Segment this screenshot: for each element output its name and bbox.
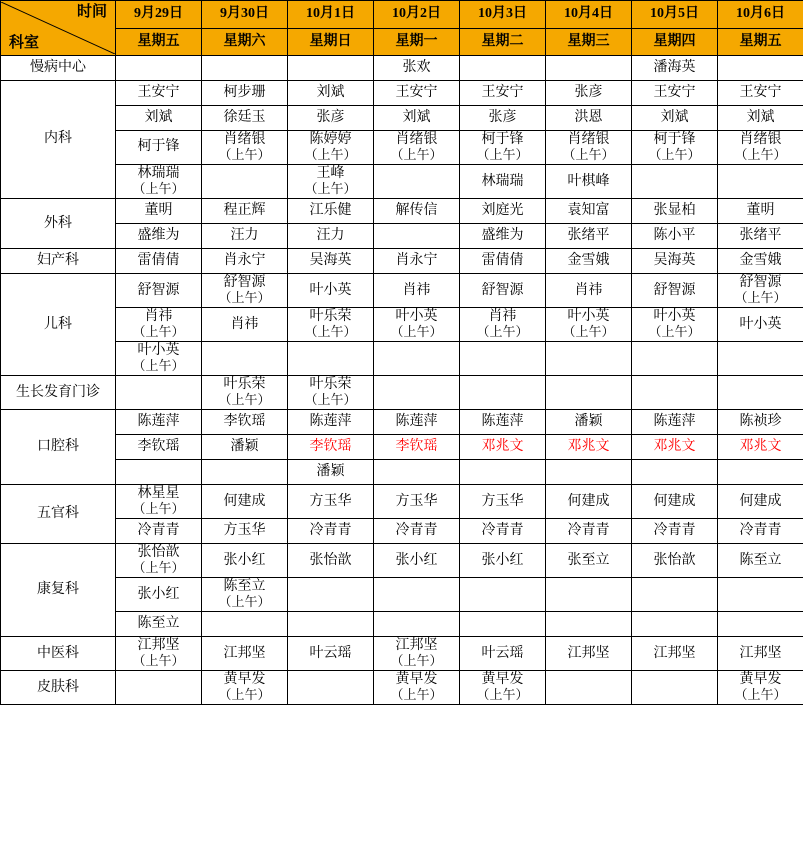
schedule-cell (116, 342, 202, 376)
schedule-cell: 张至立 (546, 544, 632, 578)
schedule-cell (718, 671, 803, 705)
schedule-cell: 吴海英 (632, 249, 718, 274)
table-row (1, 342, 803, 376)
session-note: （上午） (218, 290, 271, 306)
schedule-cell (116, 376, 202, 410)
schedule-cell: 袁知富 (546, 199, 632, 224)
schedule-cell: 方玉华 (374, 485, 460, 519)
schedule-cell (374, 342, 460, 376)
session-note: （上午） (132, 358, 185, 374)
schedule-cell: 肖祎 (374, 274, 460, 308)
session-note: （上午） (304, 147, 357, 163)
schedule-cell (288, 56, 374, 81)
schedule-cell (546, 671, 632, 705)
header-row-weekdays (1, 28, 803, 56)
schedule-cell: 江邦坚 (632, 637, 718, 671)
session-note: （上午） (304, 324, 357, 340)
schedule-cell (546, 612, 632, 637)
schedule-cell (460, 460, 546, 485)
department-name-cell: 生长发育门诊 (1, 376, 116, 410)
schedule-cell (632, 671, 718, 705)
header-row-dates (1, 1, 803, 29)
schedule-cell: 陈至立 (718, 544, 803, 578)
schedule-cell (546, 131, 632, 165)
session-note: （上午） (648, 147, 701, 163)
session-note: （上午） (390, 687, 443, 703)
schedule-cell (460, 578, 546, 612)
schedule-cell (116, 544, 202, 578)
department-name-cell: 儿科 (1, 274, 116, 376)
schedule-cell: 金雪娥 (718, 249, 803, 274)
schedule-cell (632, 342, 718, 376)
header-date-4: 10月2日 (374, 1, 460, 29)
schedule-cell (202, 56, 288, 81)
doctor-name: 肖祎 (144, 309, 173, 325)
session-note: （上午） (476, 687, 529, 703)
schedule-cell (374, 671, 460, 705)
table-row (1, 376, 803, 410)
doctor-name: 叶乐荣 (309, 377, 352, 393)
session-note: （上午） (476, 147, 529, 163)
table-row (1, 274, 803, 308)
schedule-cell: 舒智源 (632, 274, 718, 308)
schedule-cell (374, 612, 460, 637)
schedule-cell (288, 342, 374, 376)
header-date-2: 9月30日 (202, 1, 288, 29)
schedule-cell: 张小红 (116, 578, 202, 612)
doctor-name: 王峰 (316, 166, 345, 182)
schedule-cell: 邓兆文 (632, 435, 718, 460)
schedule-body (1, 1, 803, 705)
schedule-cell (718, 274, 803, 308)
corner-label-dept: 科室 (9, 34, 40, 51)
table-row (1, 460, 803, 485)
schedule-cell (202, 274, 288, 308)
schedule-cell: 叶棋峰 (546, 165, 632, 199)
schedule-cell (374, 224, 460, 249)
schedule-cell: 程正辉 (202, 199, 288, 224)
schedule-cell: 江乐健 (288, 199, 374, 224)
schedule-cell: 冷青青 (374, 519, 460, 544)
department-name-cell: 口腔科 (1, 410, 116, 485)
schedule-cell: 张小红 (374, 544, 460, 578)
session-note: （上午） (304, 392, 357, 408)
doctor-name: 黄早发 (223, 672, 266, 688)
schedule-cell: 张怡歆 (632, 544, 718, 578)
table-row (1, 544, 803, 578)
schedule-cell (288, 308, 374, 342)
header-weekday-1: 星期五 (116, 28, 202, 56)
doctor-name: 陈婷婷 (309, 132, 352, 147)
schedule-cell: 王安宁 (718, 81, 803, 106)
schedule-cell: 刘斌 (718, 106, 803, 131)
schedule-cell: 徐廷玉 (202, 106, 288, 131)
schedule-cell: 张彦 (288, 106, 374, 131)
schedule-cell: 盛维为 (460, 224, 546, 249)
schedule-cell: 洪恩 (546, 106, 632, 131)
doctor-name: 黄早发 (481, 672, 524, 688)
schedule-cell (288, 612, 374, 637)
schedule-cell: 何建成 (546, 485, 632, 519)
doctor-name: 张怡歆 (137, 545, 180, 561)
schedule-cell (632, 376, 718, 410)
session-note: （上午） (132, 560, 185, 576)
session-note: （上午） (390, 653, 443, 669)
header-weekday-4: 星期一 (374, 28, 460, 56)
session-note: （上午） (734, 147, 787, 163)
schedule-cell: 雷倩倩 (460, 249, 546, 274)
doctor-name: 叶乐荣 (309, 309, 352, 325)
department-name-cell: 中医科 (1, 637, 116, 671)
schedule-cell: 董明 (718, 199, 803, 224)
schedule-cell: 张绪平 (546, 224, 632, 249)
schedule-cell: 王安宁 (116, 81, 202, 106)
schedule-cell (460, 56, 546, 81)
schedule-cell (546, 342, 632, 376)
schedule-cell: 方玉华 (460, 485, 546, 519)
schedule-cell (632, 308, 718, 342)
schedule-cell (288, 131, 374, 165)
table-row (1, 199, 803, 224)
schedule-cell (546, 308, 632, 342)
schedule-cell (460, 671, 546, 705)
schedule-cell: 肖永宁 (374, 249, 460, 274)
schedule-cell (116, 56, 202, 81)
header-weekday-8: 星期五 (718, 28, 803, 56)
session-note: （上午） (734, 687, 787, 703)
schedule-cell: 陈莲萍 (374, 410, 460, 435)
table-row (1, 308, 803, 342)
schedule-cell (116, 485, 202, 519)
department-name-cell: 内科 (1, 81, 116, 199)
doctor-name: 林星星 (137, 486, 180, 502)
table-row (1, 578, 803, 612)
schedule-cell: 张彦 (546, 81, 632, 106)
schedule-cell (546, 376, 632, 410)
schedule-cell (718, 131, 803, 165)
schedule-cell (202, 460, 288, 485)
schedule-cell (632, 612, 718, 637)
schedule-cell (116, 308, 202, 342)
schedule-cell: 王安宁 (460, 81, 546, 106)
schedule-cell: 舒智源 (116, 274, 202, 308)
schedule-cell: 江邦坚 (718, 637, 803, 671)
schedule-cell: 冷青青 (718, 519, 803, 544)
schedule-cell (116, 637, 202, 671)
schedule-cell (202, 342, 288, 376)
session-note: （上午） (562, 147, 615, 163)
schedule-cell: 舒智源 (460, 274, 546, 308)
schedule-cell: 何建成 (718, 485, 803, 519)
department-name-cell: 五官科 (1, 485, 116, 544)
header-date-5: 10月3日 (460, 1, 546, 29)
schedule-cell: 雷倩倩 (116, 249, 202, 274)
schedule-cell (202, 376, 288, 410)
session-note: （上午） (304, 181, 357, 197)
schedule-cell: 陈至立 (116, 612, 202, 637)
session-note: （上午） (562, 324, 615, 340)
schedule-cell: 何建成 (202, 485, 288, 519)
schedule-cell: 张小红 (202, 544, 288, 578)
schedule-cell: 刘斌 (116, 106, 202, 131)
schedule-cell (632, 165, 718, 199)
schedule-cell: 张彦 (460, 106, 546, 131)
schedule-cell (288, 671, 374, 705)
schedule-cell: 汪力 (202, 224, 288, 249)
schedule-cell: 董明 (116, 199, 202, 224)
schedule-cell: 方玉华 (202, 519, 288, 544)
schedule-cell (460, 308, 546, 342)
schedule-cell (116, 460, 202, 485)
header-date-7: 10月5日 (632, 1, 718, 29)
schedule-cell (202, 165, 288, 199)
schedule-cell: 冷青青 (460, 519, 546, 544)
table-row (1, 637, 803, 671)
schedule-cell: 陈莲萍 (460, 410, 546, 435)
table-row (1, 165, 803, 199)
session-note: （上午） (218, 392, 271, 408)
schedule-cell (546, 56, 632, 81)
schedule-cell (374, 165, 460, 199)
session-note: （上午） (476, 324, 529, 340)
session-note: （上午） (132, 653, 185, 669)
schedule-cell: 张怡歆 (288, 544, 374, 578)
doctor-name: 叶乐荣 (223, 377, 266, 393)
schedule-cell (460, 376, 546, 410)
doctor-name: 叶小英 (567, 309, 610, 325)
schedule-cell: 肖永宁 (202, 249, 288, 274)
header-weekday-7: 星期四 (632, 28, 718, 56)
schedule-cell: 江邦坚 (546, 637, 632, 671)
schedule-cell (718, 342, 803, 376)
schedule-cell: 张绪平 (718, 224, 803, 249)
schedule-cell: 叶云瑶 (288, 637, 374, 671)
schedule-cell: 潘颖 (288, 460, 374, 485)
doctor-name: 江邦坚 (395, 638, 438, 654)
schedule-cell (202, 612, 288, 637)
schedule-cell: 叶小英 (718, 308, 803, 342)
schedule-cell: 张显柏 (632, 199, 718, 224)
schedule-cell (718, 460, 803, 485)
schedule-cell (374, 578, 460, 612)
table-row (1, 519, 803, 544)
schedule-cell: 方玉华 (288, 485, 374, 519)
schedule-cell: 肖祎 (546, 274, 632, 308)
schedule-cell (202, 671, 288, 705)
doctor-name: 叶小英 (653, 309, 696, 325)
schedule-cell: 陈莲萍 (116, 410, 202, 435)
table-row (1, 671, 803, 705)
schedule-cell: 陈莲萍 (632, 410, 718, 435)
schedule-cell: 汪力 (288, 224, 374, 249)
header-date-6: 10月4日 (546, 1, 632, 29)
doctor-name: 舒智源 (223, 275, 266, 291)
schedule-cell: 柯步珊 (202, 81, 288, 106)
schedule-cell: 刘斌 (374, 106, 460, 131)
schedule-cell: 王安宁 (374, 81, 460, 106)
header-weekday-2: 星期六 (202, 28, 288, 56)
department-name-cell: 皮肤科 (1, 671, 116, 705)
schedule-cell (632, 131, 718, 165)
schedule-cell: 陈莲萍 (288, 410, 374, 435)
session-note: （上午） (734, 290, 787, 306)
header-weekday-3: 星期日 (288, 28, 374, 56)
schedule-cell (718, 165, 803, 199)
header-date-8: 10月6日 (718, 1, 803, 29)
schedule-cell (718, 56, 803, 81)
session-note: （上午） (132, 501, 185, 517)
schedule-cell (116, 671, 202, 705)
schedule-cell: 李钦瑶 (374, 435, 460, 460)
schedule-cell: 刘庭光 (460, 199, 546, 224)
schedule-cell: 张欢 (374, 56, 460, 81)
schedule-cell: 李钦瑶 (116, 435, 202, 460)
session-note: （上午） (132, 324, 185, 340)
schedule-cell: 冷青青 (288, 519, 374, 544)
schedule-cell: 李钦瑶 (202, 410, 288, 435)
schedule-cell (718, 578, 803, 612)
table-row (1, 131, 803, 165)
schedule-cell: 潘颖 (202, 435, 288, 460)
doctor-name: 柯于锋 (653, 132, 696, 147)
schedule-cell: 叶云瑶 (460, 637, 546, 671)
schedule-cell (460, 131, 546, 165)
table-row (1, 224, 803, 249)
schedule-cell (374, 308, 460, 342)
schedule-cell (460, 342, 546, 376)
schedule-cell (374, 460, 460, 485)
schedule-cell (288, 165, 374, 199)
schedule-cell: 吴海英 (288, 249, 374, 274)
doctor-name: 黄早发 (739, 672, 782, 688)
session-note: （上午） (648, 324, 701, 340)
schedule-cell: 肖祎 (202, 308, 288, 342)
schedule-cell (374, 376, 460, 410)
doctor-name: 陈至立 (223, 579, 266, 595)
doctor-name: 肖绪银 (567, 132, 610, 147)
schedule-cell: 金雪娥 (546, 249, 632, 274)
doctor-name: 舒智源 (739, 275, 782, 291)
schedule-cell (374, 637, 460, 671)
schedule-cell (546, 460, 632, 485)
doctor-name: 柯于锋 (481, 132, 524, 147)
corner-label-time: 时间 (76, 4, 107, 20)
table-row (1, 56, 803, 81)
table-row (1, 106, 803, 131)
schedule-cell: 冷青青 (116, 519, 202, 544)
doctor-name: 黄早发 (395, 672, 438, 688)
table-row (1, 410, 803, 435)
schedule-cell (460, 612, 546, 637)
schedule-cell: 李钦瑶 (288, 435, 374, 460)
department-name-cell: 外科 (1, 199, 116, 249)
schedule-cell: 何建成 (632, 485, 718, 519)
schedule-cell: 柯于锋 (116, 131, 202, 165)
schedule-cell: 林瑞瑞 (460, 165, 546, 199)
schedule-cell: 张小红 (460, 544, 546, 578)
session-note: （上午） (218, 687, 271, 703)
schedule-cell: 叶小英 (288, 274, 374, 308)
schedule-cell: 冷青青 (632, 519, 718, 544)
schedule-cell (288, 578, 374, 612)
schedule-cell: 盛维为 (116, 224, 202, 249)
schedule-cell (374, 131, 460, 165)
schedule-cell (546, 578, 632, 612)
header-corner-cell (1, 1, 116, 56)
department-name-cell: 妇产科 (1, 249, 116, 274)
table-row (1, 612, 803, 637)
session-note: （上午） (390, 324, 443, 340)
doctor-name: 肖绪银 (739, 132, 782, 147)
header-date-1: 9月29日 (116, 1, 202, 29)
schedule-cell: 潘颖 (546, 410, 632, 435)
schedule-cell: 刘斌 (288, 81, 374, 106)
doctor-name: 江邦坚 (137, 638, 180, 654)
header-weekday-5: 星期二 (460, 28, 546, 56)
schedule-cell (202, 131, 288, 165)
department-name-cell: 康复科 (1, 544, 116, 637)
schedule-cell: 冷青青 (546, 519, 632, 544)
schedule-cell (718, 612, 803, 637)
schedule-cell: 陈小平 (632, 224, 718, 249)
doctor-name: 肖绪银 (223, 132, 266, 147)
schedule-cell (632, 460, 718, 485)
table-row (1, 249, 803, 274)
doctor-name: 叶小英 (395, 309, 438, 325)
session-note: （上午） (218, 594, 271, 610)
schedule-cell: 王安宁 (632, 81, 718, 106)
department-name-cell: 慢病中心 (1, 56, 116, 81)
schedule-cell: 江邦坚 (202, 637, 288, 671)
header-weekday-6: 星期三 (546, 28, 632, 56)
schedule-cell: 陈祯珍 (718, 410, 803, 435)
schedule-cell: 潘海英 (632, 56, 718, 81)
session-note: （上午） (218, 147, 271, 163)
schedule-cell: 解传信 (374, 199, 460, 224)
schedule-cell (288, 376, 374, 410)
doctor-name: 林瑞瑞 (137, 166, 180, 182)
doctor-name: 叶小英 (137, 343, 180, 359)
header-date-3: 10月1日 (288, 1, 374, 29)
doctor-name: 肖绪银 (395, 132, 438, 147)
table-row (1, 81, 803, 106)
doctor-name: 肖祎 (488, 309, 517, 325)
session-note: （上午） (390, 147, 443, 163)
schedule-cell: 邓兆文 (718, 435, 803, 460)
schedule-cell: 邓兆文 (546, 435, 632, 460)
schedule-cell: 刘斌 (632, 106, 718, 131)
table-row (1, 485, 803, 519)
schedule-cell (202, 578, 288, 612)
schedule-cell: 邓兆文 (460, 435, 546, 460)
schedule-cell (632, 578, 718, 612)
schedule-cell (718, 376, 803, 410)
table-row (1, 435, 803, 460)
schedule-cell (116, 165, 202, 199)
session-note: （上午） (132, 181, 185, 197)
